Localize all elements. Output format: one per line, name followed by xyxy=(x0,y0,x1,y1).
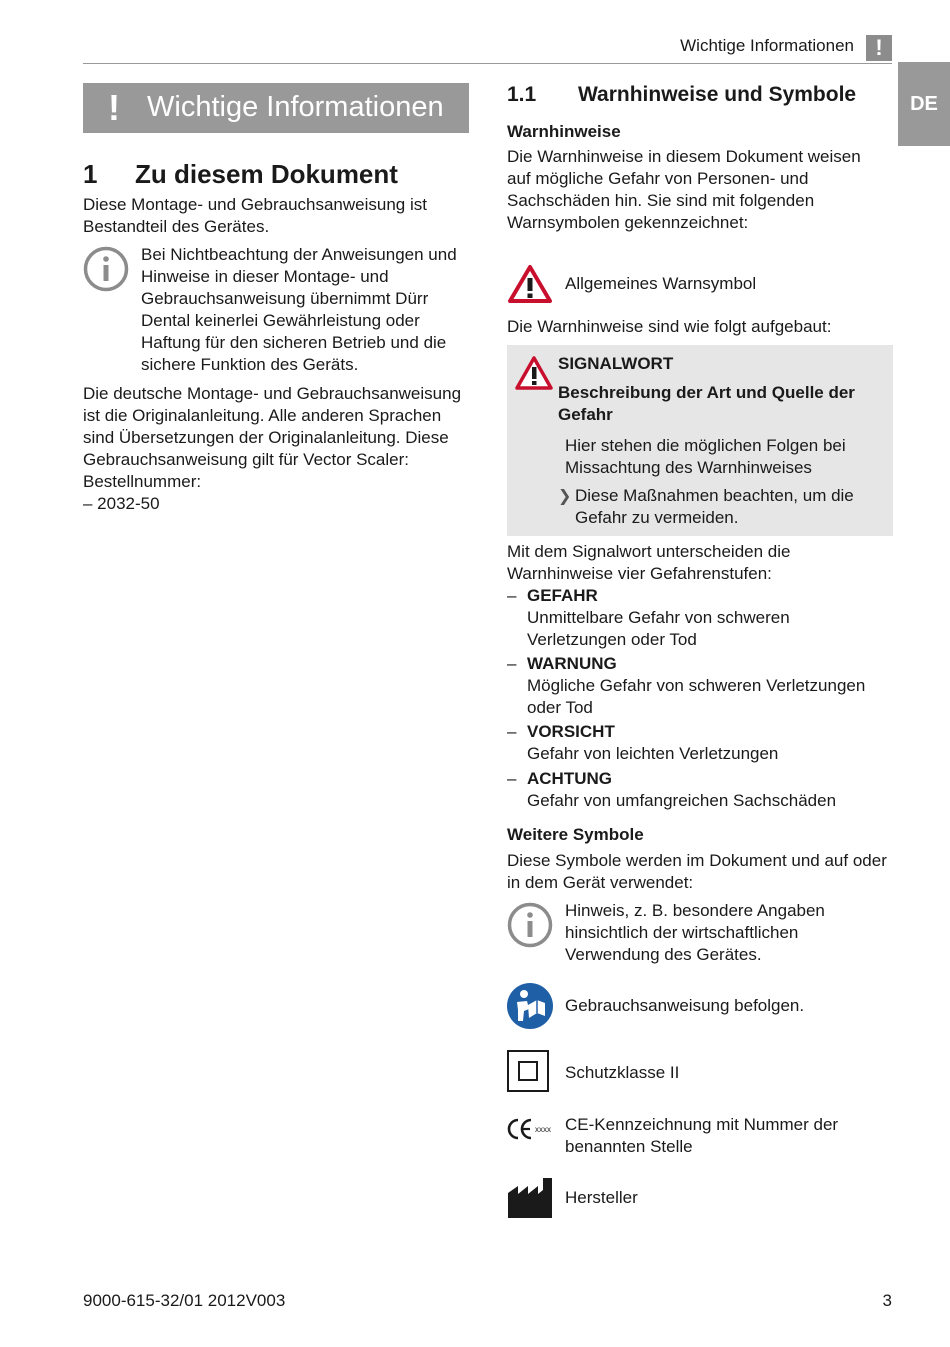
list-dash: – xyxy=(507,722,517,741)
chevron-right-icon: ❯ xyxy=(558,488,572,505)
exclamation-icon: ! xyxy=(108,87,120,128)
list-dash: – xyxy=(507,654,517,673)
general-warning-label: Allgemeines Warnsymbol xyxy=(565,274,757,293)
list-dash: – xyxy=(507,586,517,605)
level-name: GEFAHR xyxy=(527,586,598,605)
ce-mark-icon xyxy=(507,1116,555,1147)
manual-symbol-label: Gebrauchsanweisung befolgen. xyxy=(565,996,805,1015)
level-name: ACHTUNG xyxy=(527,769,612,788)
subsection-title: Warnhinweise und Symbole xyxy=(578,83,857,106)
level-name: WARNUNG xyxy=(527,654,617,673)
hazard-measure: Diese Maßnahmen beachten, um die Gefahr zu vermeiden. xyxy=(575,486,854,527)
section-title: Zu diesem Dokument xyxy=(135,159,398,189)
order-number: – 2032-50 xyxy=(83,494,160,513)
info-icon xyxy=(83,246,129,297)
more-symbols-intro: Diese Symbole werden im Dokument und auf oder in dem Gerät verwendet: xyxy=(507,851,887,892)
list-dash: – xyxy=(507,769,517,788)
manufacturer-icon xyxy=(507,1177,553,1224)
chapter-title: Wichtige Informationen xyxy=(147,91,444,123)
section-number: 1 xyxy=(83,159,98,189)
language-tab: DE xyxy=(898,62,950,146)
note-text: Bei Nichtbeachtung der Anweisungen und Hinweise in dieser Montage- und Gebrauchsanweisung übernimmt Dürr Dental keinerlei Gewährleistung oder Haftung für den sicheren Betrieb und die sichere Funktion des Geräts. xyxy=(141,245,457,374)
warning-triangle-icon xyxy=(507,264,553,309)
body-text: Die deutsche Montage- und Gebrauchsanweisung ist die Originalanleitung. Alle anderen Sprachen sind Übersetzungen der Originalanleitung. Diese Gebrauchsanweisung gilt für Vector Scaler: Bestellnummer: xyxy=(83,384,462,491)
protection-class-ii-icon xyxy=(507,1050,549,1092)
ce-symbol-label: CE-Kennzeichnung mit Nummer der benannten Stelle xyxy=(565,1115,839,1156)
warning-triangle-icon xyxy=(514,355,554,396)
header-exclamation-icon: ! xyxy=(866,35,892,61)
header-rule xyxy=(83,63,892,64)
page-number: 3 xyxy=(882,1291,892,1310)
hazard-consequences: Hier stehen die möglichen Folgen bei Missachtung des Warnhinweises xyxy=(565,436,846,477)
header-title: Wichtige Informationen xyxy=(680,36,854,55)
structure-label: Die Warnhinweise sind wie folgt aufgebaut: xyxy=(507,317,832,336)
level-name: VORSICHT xyxy=(527,722,615,741)
level-description: Gefahr von leichten Verletzungen xyxy=(527,744,779,763)
subsection-number: 1.1 xyxy=(507,83,537,106)
signal-word: SIGNALWORT xyxy=(558,354,674,373)
levels-intro: Mit dem Signalwort unterscheiden die Warnhinweise vier Gefahrenstufen: xyxy=(507,542,791,583)
warnings-text: Die Warnhinweise in diesem Dokument weisen auf mögliche Gefahr von Personen- und Sachschäden hin. Sie sind mit folgenden Warnsymbolen gekennzeichnet: xyxy=(507,147,861,232)
hazard-description: Beschreibung der Art und Quelle der Gefahr xyxy=(558,383,855,424)
warnings-heading: Warnhinweise xyxy=(507,122,621,141)
info-icon xyxy=(507,902,553,953)
document-number: 9000-615-32/01 2012V003 xyxy=(83,1291,286,1310)
read-manual-icon xyxy=(507,983,553,1034)
level-description: Gefahr von umfangreichen Sachschäden xyxy=(527,791,837,810)
chapter-bar xyxy=(83,83,469,133)
manufacturer-label: Hersteller xyxy=(565,1188,638,1207)
level-description: Unmittelbare Gefahr von schweren Verletzungen oder Tod xyxy=(527,608,790,649)
section-intro: Diese Montage- und Gebrauchsanweisung ist Bestandteil des Gerätes. xyxy=(83,195,427,236)
level-description: Mögliche Gefahr von schweren Verletzungen oder Tod xyxy=(527,676,866,717)
more-symbols-heading: Weitere Symbole xyxy=(507,825,644,844)
info-symbol-label: Hinweis, z. B. besondere Angaben hinsichtlich der wirtschaftlichen Verwendung des Gerätes. xyxy=(565,901,825,964)
protection-class-label: Schutzklasse II xyxy=(565,1063,680,1082)
ce-number: xxxx xyxy=(535,1125,551,1134)
